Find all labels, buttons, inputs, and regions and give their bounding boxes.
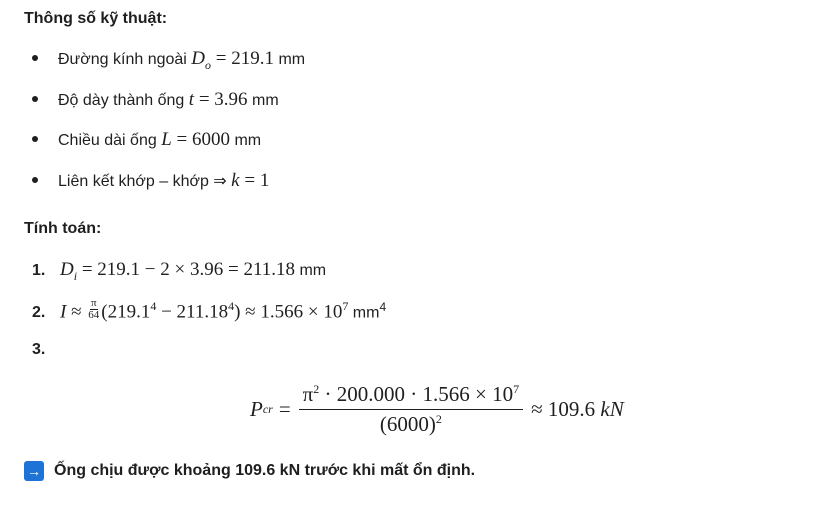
spec-support (32, 170, 269, 192)
conclusion-text: Ống chịu được khoảng 109.6 kN trước khi mất ổn định. (54, 462, 476, 479)
step-number: 3. (32, 341, 46, 358)
step-unit: mm (299, 262, 327, 279)
conclusion (24, 461, 475, 481)
bullet-icon (32, 136, 38, 142)
fraction-denominator: $(6000)^2$ (379, 412, 442, 436)
spec-label: Chiều dài ống (58, 132, 157, 149)
step-unit: $mm^4$ (352, 300, 387, 322)
critical-load-formula: P cr = $\frac{\pi^2 \cdot 200.000 \cdot 1.566 \times 10^7}{(6000)^2}$ ≈ 109.6 kN (250, 382, 624, 436)
bullet-icon (32, 96, 38, 102)
spec-wall-thickness (32, 89, 279, 111)
spec-label: Độ dày thành ống (58, 92, 185, 109)
bullet-icon (32, 55, 38, 61)
formula-fraction (299, 382, 523, 437)
calc-step-3 (32, 341, 60, 359)
step-number: 1. (32, 262, 46, 279)
spec-outer-diameter (32, 48, 305, 73)
right-arrow-icon: → (24, 461, 44, 481)
spec-formula: $D_o = 219.1$ (191, 48, 274, 72)
step-number: 2. (32, 304, 46, 322)
spec-formula: t = 3.96 (188, 89, 248, 110)
calc-step-1 (32, 259, 326, 284)
spec-label: Đường kính ngoài (58, 51, 187, 68)
specs-heading: Thông số kỹ thuật: (24, 10, 168, 27)
bullet-icon (32, 177, 38, 183)
spec-unit: mm (251, 92, 279, 109)
spec-label: Liên kết khớp – khớp ⇒ (58, 173, 227, 190)
spec-formula: L = 6000 (161, 129, 230, 150)
spec-unit: mm (234, 132, 262, 149)
spec-unit: mm (278, 51, 306, 68)
spec-length (32, 129, 261, 151)
calc-step-2 (32, 299, 386, 324)
spec-formula: k = 1 (231, 170, 270, 191)
step-formula: $D_i = 219.1 - 2 \times 3.96 = 211.18$ (60, 259, 295, 283)
pi-over-64-fraction: $\frac{\pi}{64}$ (88, 297, 100, 322)
fraction-numerator: $\pi^2 \cdot 200.000 \cdot 1.566 \times 10^7$ (299, 382, 523, 410)
step-formula: I ≈ $\frac{\pi}{64}$ $(219.1^4 - 211.18^4) \approx 1.566 \times 10^7$ (60, 297, 349, 323)
calc-heading: Tính toán: (24, 220, 102, 237)
